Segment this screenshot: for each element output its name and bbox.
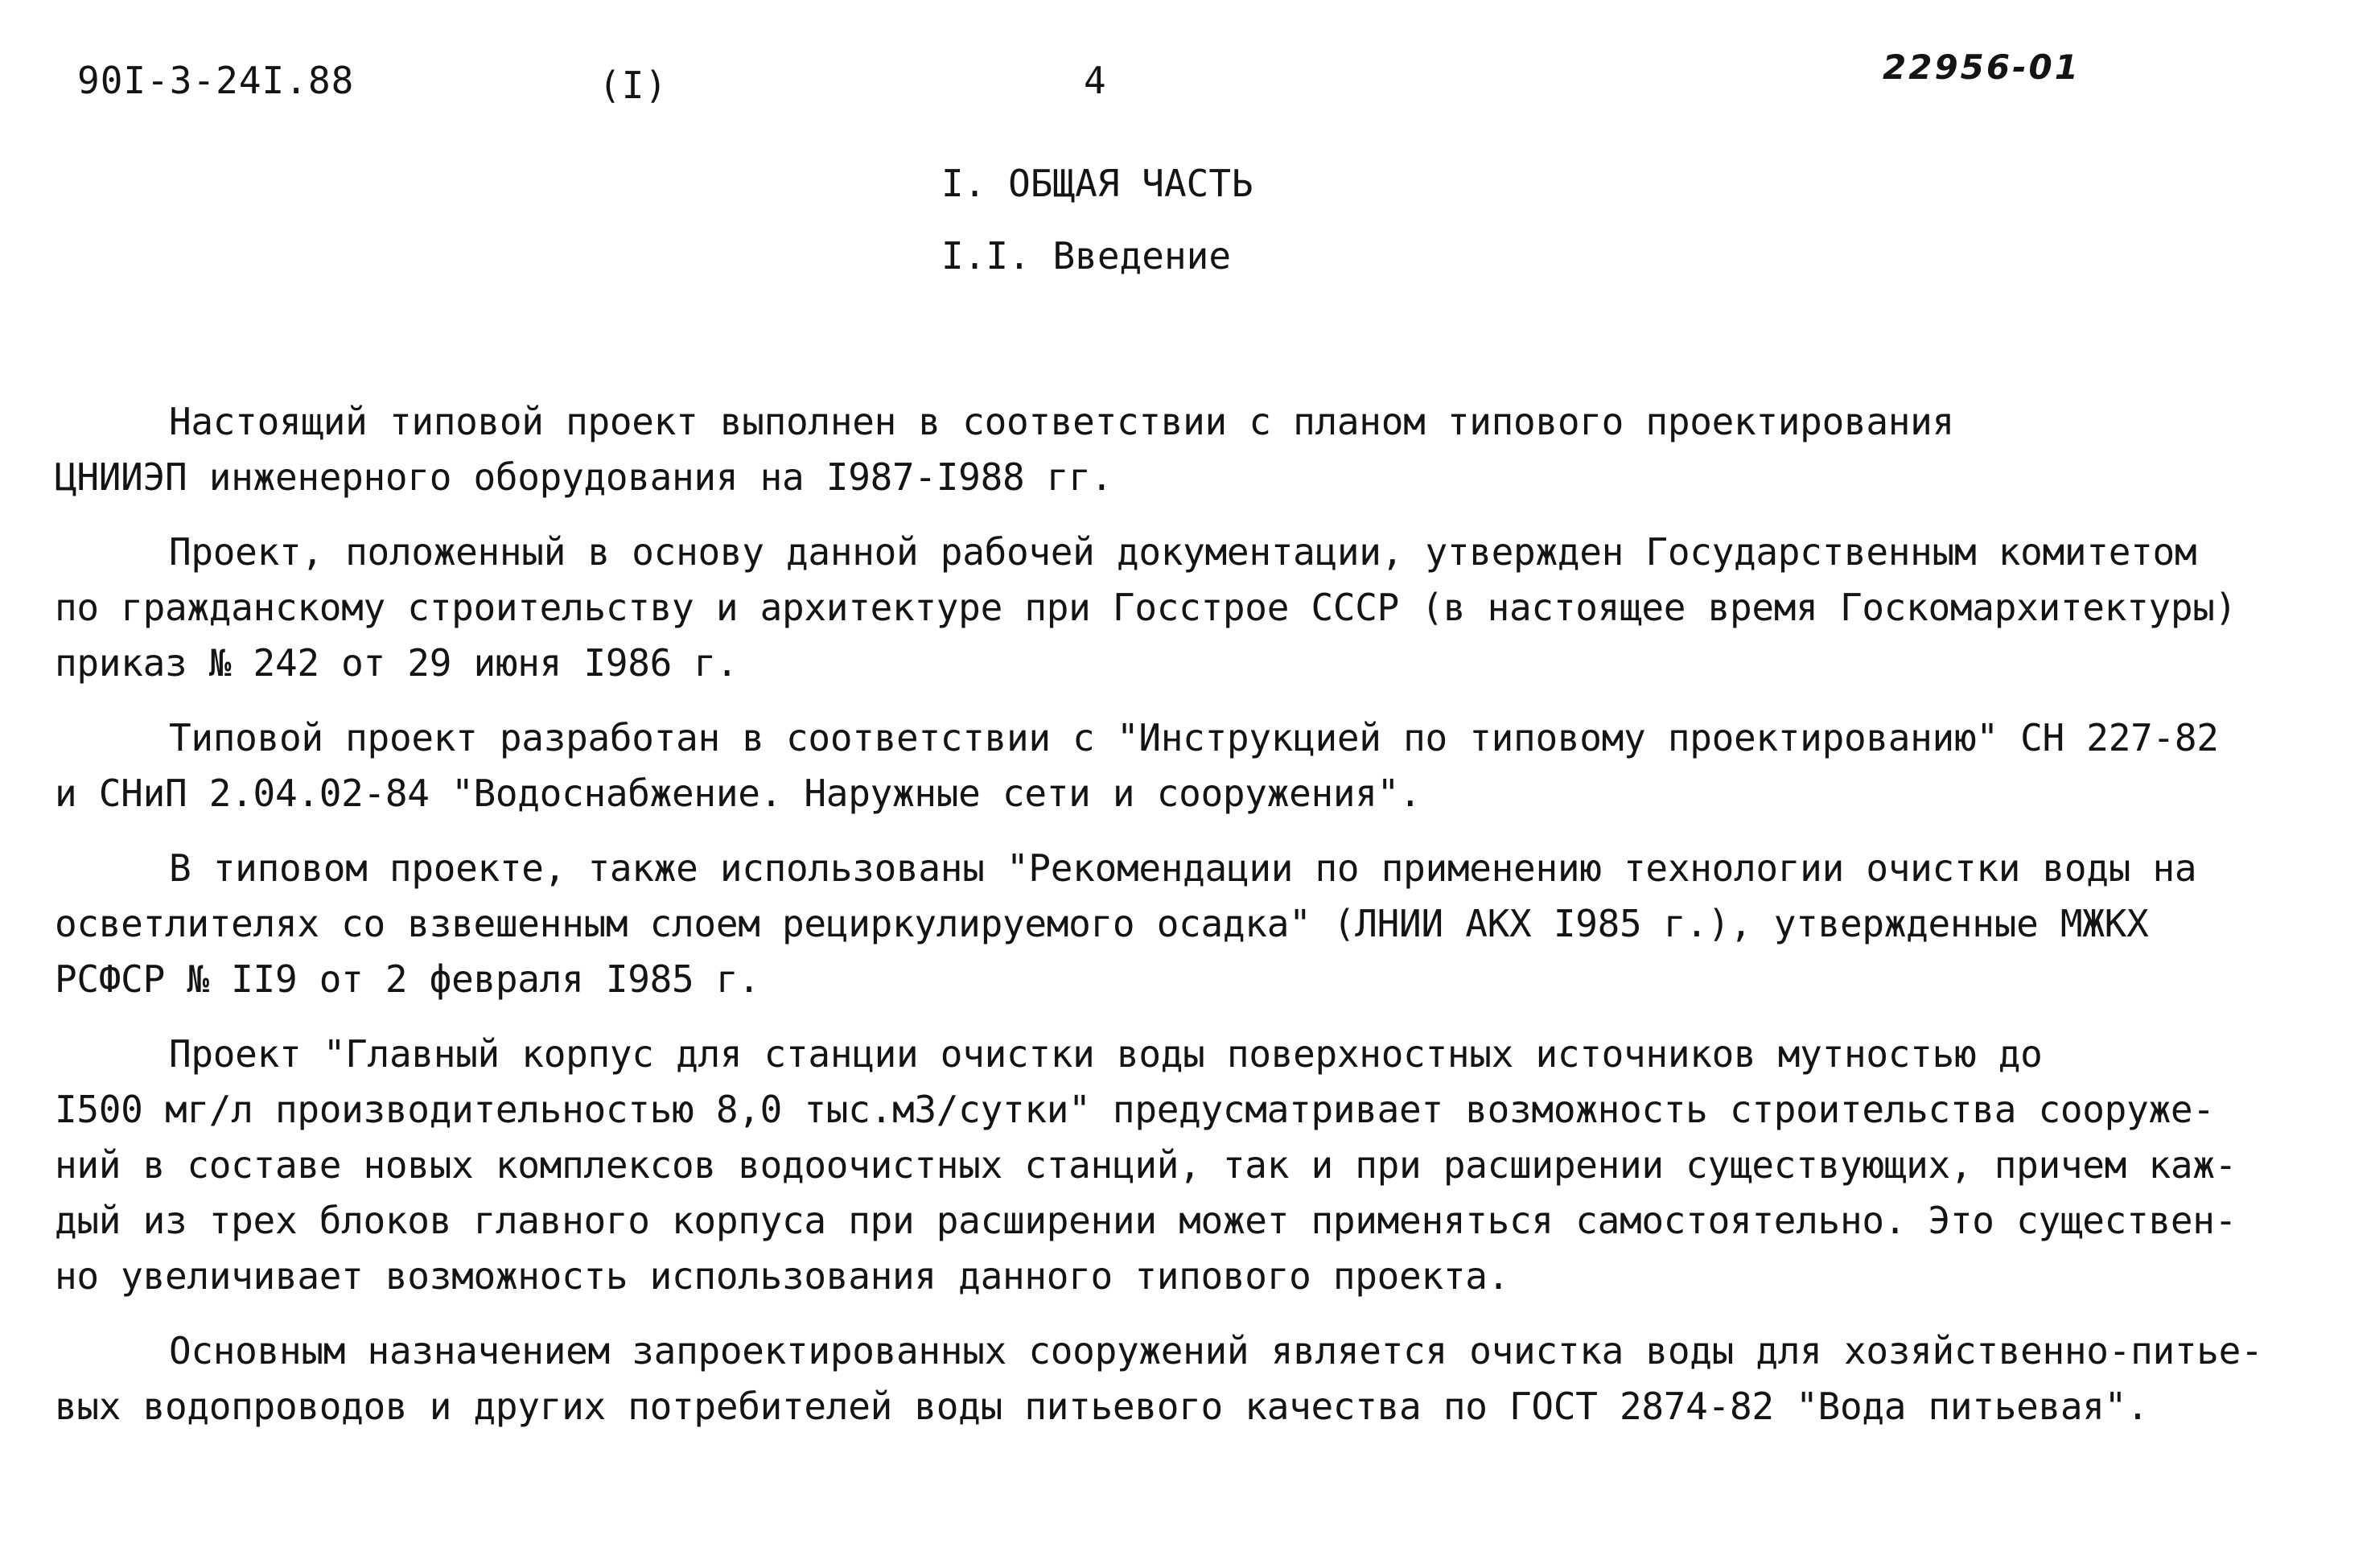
paragraph-line: и СНиП 2.04.02-84 "Водоснабжение. Наружные сети и сооружения".: [55, 772, 1422, 815]
paragraph-recommendations: [55, 841, 2340, 1007]
inventory-number: 22956-01: [1883, 47, 2081, 87]
paragraph-purpose: [55, 1323, 2340, 1434]
paragraph-line: дый из трех блоков главного корпуса при расширении может применяться самостоятельно. Это существен-: [55, 1199, 2237, 1242]
paragraph-line: Проект, положенный в основу данной рабочей документации, утвержден Государственным комитетом: [169, 530, 2197, 574]
paragraph-line: приказ № 242 от 29 июня I986 г.: [55, 641, 739, 685]
paragraph-line: вых водопроводов и других потребителей воды питьевого качества по ГОСТ 2874-82 "Вода питьевая".: [55, 1385, 2149, 1428]
paragraph-line: но увеличивает возможность использования данного типового проекта.: [55, 1254, 1510, 1298]
paragraph-line: В типовом проекте, также использованы "Рекомендации по применению технологии очистки воды на: [169, 846, 2197, 890]
paragraph-line: ний в составе новых комплексов водоочистных станций, так и при расширении существующих, причем каж-: [55, 1143, 2237, 1187]
subsection-title: I.I. Введение: [941, 234, 1232, 278]
paragraph-line: Типовой проект разработан в соответствии с "Инструкцией по типовому проектированию" СН 227-82: [169, 716, 2219, 759]
paragraph-line: Проект "Главный корпус для станции очистки воды поверхностных источников мутностью до: [169, 1032, 2043, 1076]
paragraph-line: ЦНИИЭП инженерного оборудования на I987-I988 гг.: [55, 455, 1113, 499]
paragraph-approval: [55, 525, 2340, 691]
paragraph-line: Основным назначением запроектированных сооружений является очистка воды для хозяйственно-питье-: [169, 1329, 2263, 1373]
paragraph-line: Настоящий типовой проект выполнен в соответствии с планом типового проектирования: [169, 400, 1954, 443]
paragraph-plan: [55, 394, 2340, 505]
paragraph-line: I500 мг/л производительностью 8,0 тыс.м3/сутки" предусматривает возможность строительства сооруже-: [55, 1088, 2215, 1131]
paragraph-line: по гражданскому строительству и архитектуре при Госстрое СССР (в настоящее время Госкомархитектуры): [55, 586, 2237, 629]
paragraph-project-scope: [55, 1027, 2340, 1304]
page-number: 4: [1084, 59, 1107, 102]
document-body: [55, 394, 2340, 1454]
paragraph-line: осветлителях со взвешенным слоем рециркулируемого осадка" (ЛНИИ АКХ I985 г.), утвержденные МЖКХ: [55, 902, 2149, 945]
paragraph-standards: [55, 710, 2340, 821]
document-code: 90I-3-24I.88: [77, 59, 355, 102]
edition-number: (I): [599, 64, 669, 107]
section-title: I. ОБЩАЯ ЧАСТЬ: [941, 162, 1253, 205]
paragraph-line: РСФСР № II9 от 2 февраля I985 г.: [55, 957, 760, 1001]
